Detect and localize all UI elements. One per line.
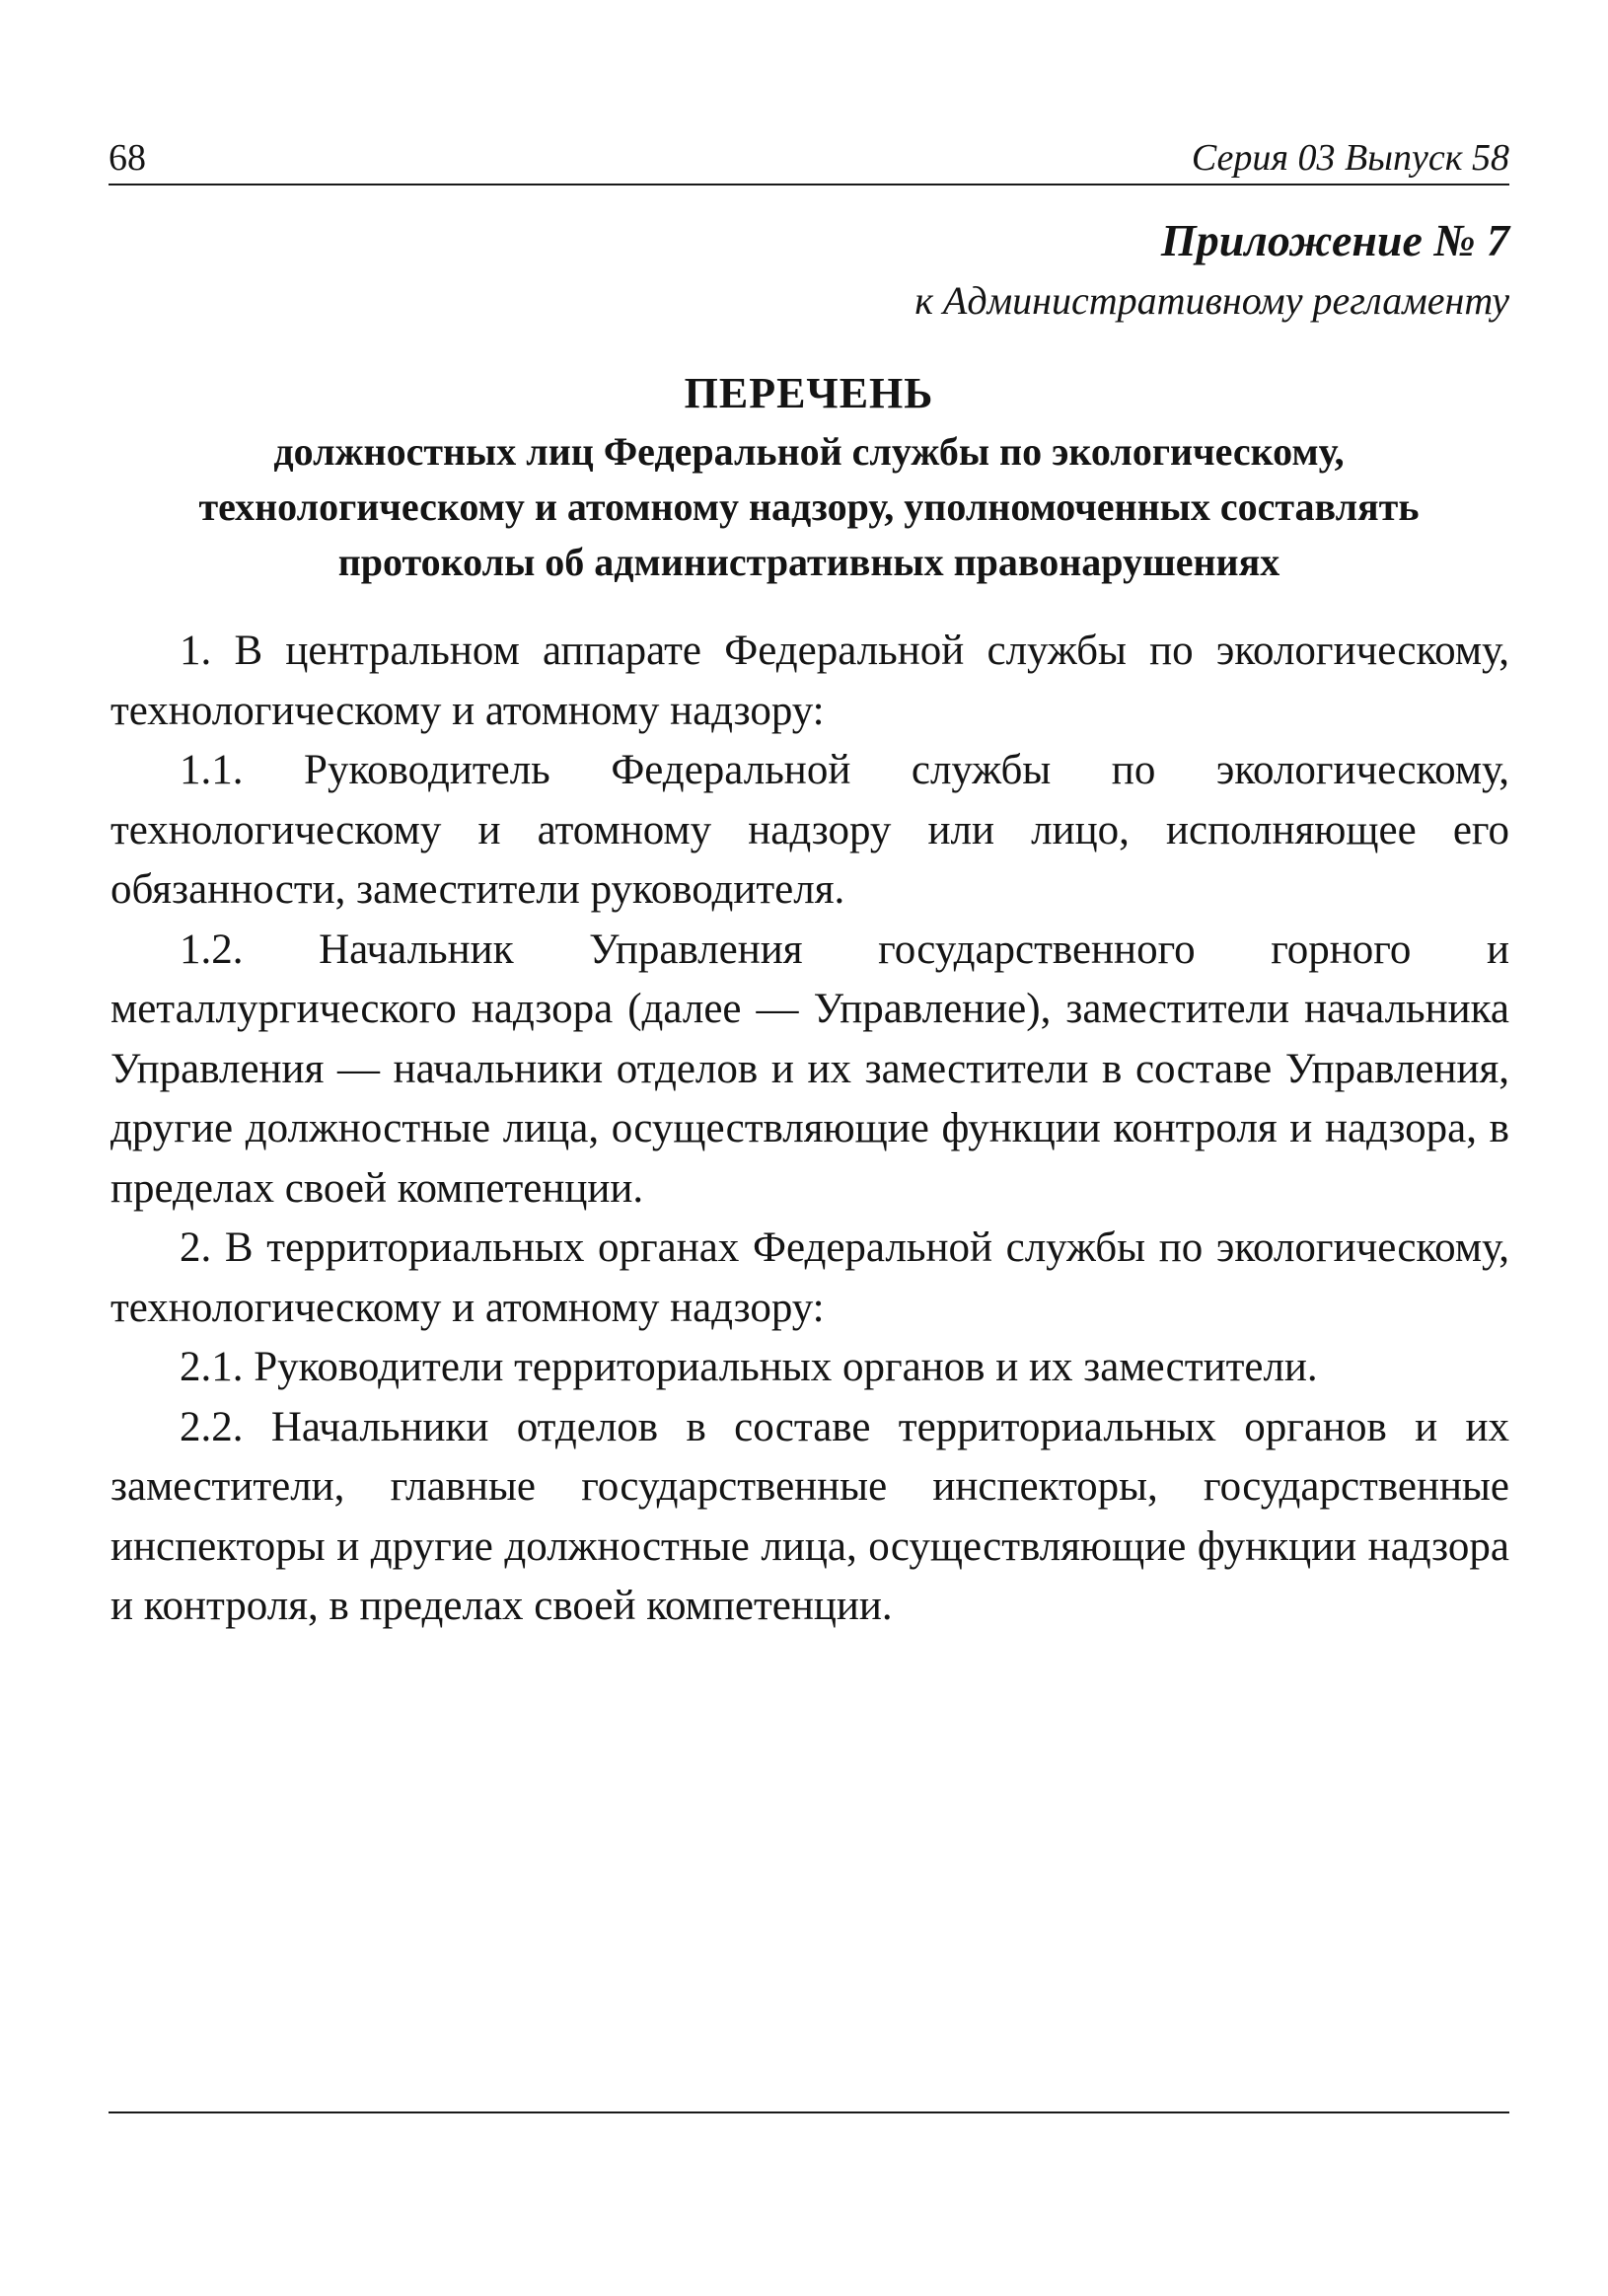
appendix-title: Приложение № 7 <box>1160 215 1509 265</box>
paragraph-2-1: 2.1. Руководители территориальных органов и их заместители. <box>180 1344 1318 1390</box>
document-heading <box>109 363 1509 590</box>
paragraph-1-2: 1.2. Начальник Управления государственного горного и металлургического надзора (далее — Управление), заместители начальника Управления — начальники отделов и их заместители в составе Управления, другие должностные лица, осуществляющие функции контроля и надзора, в пределах своей компетенции. <box>110 926 1509 1212</box>
paragraph-1: 1. В центральном аппарате Федеральной службы по экологическому, технологическому и атомному надзору: <box>110 628 1509 734</box>
document-subtitle-line: должностных лиц Федеральной службы по экологическому, <box>273 429 1345 474</box>
page-header <box>109 130 1509 185</box>
paragraph-1-1: 1.1. Руководитель Федеральной службы по экологическому, технологическому и атомному надзору или лицо, исполняющее его обязанности, заместители руководителя. <box>110 747 1509 913</box>
document-subtitle-line: технологическому и атомному надзору, уполномоченных составлять <box>198 484 1420 529</box>
document-title: ПЕРЕЧЕНЬ <box>684 369 934 417</box>
document-body <box>110 622 1509 1637</box>
page-number: 68 <box>109 137 146 179</box>
document-subtitle-line: протоколы об административных правонарушениях <box>337 540 1280 584</box>
paragraph-2-2: 2.2. Начальники отделов в составе территориальных органов и их заместители, главные государственные инспекторы, государственные инспекторы и другие должностные лица, осуществляющие функции надзора и контроля, в пределах своей компетенции. <box>110 1403 1509 1629</box>
header-divider <box>109 184 1509 185</box>
document-subtitle <box>109 424 1509 590</box>
appendix-subtitle: к Административному регламенту <box>914 278 1509 323</box>
footer-divider <box>109 2111 1509 2113</box>
paragraph-2: 2. В территориальных органах Федеральной службы по экологическому, технологическому и атомному надзору: <box>110 1224 1509 1331</box>
appendix-block <box>326 209 1509 330</box>
series-label: Серия 03 Выпуск 58 <box>1191 137 1509 179</box>
